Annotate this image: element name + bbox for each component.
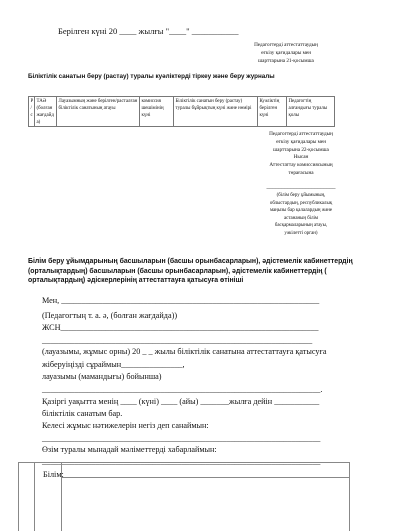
form-line-about-label: Өзім туралы мынадай мәліметтерді хабарлаймын:: [42, 445, 217, 454]
annex-2-line: шарттарына 22-қосымша: [273, 146, 329, 153]
education-table: [18, 462, 350, 531]
annex-2-line: Аттестаттау комиссиясының: [269, 162, 333, 169]
column-header: Біліктілік санатын беру (растау) туралы бұйрықтың күні және нөмірі: [174, 97, 258, 127]
table-divider: [61, 477, 349, 478]
column-header: Педагогтің алғандығы туралы қолы: [287, 97, 335, 127]
form-line-current-category: Қазіргі уақытта менің ____ (күні) ____ (айы) _______жылға дейін ___________: [42, 397, 320, 406]
education-label: Білім:: [43, 470, 64, 479]
form-line-blank: __________________________________________________________________: [42, 336, 313, 345]
annex-2-line: Педагогтерді аттестаттаудың: [269, 131, 333, 137]
heading-line: Білім беру ұйымдарының басшыларын (басшы орынбасарларын), әдістемелік кабинеттердің: [28, 258, 353, 265]
form-line-category-held: біліктілік санатым бар.: [42, 409, 123, 418]
annex-1-line: Педагогтерді аттестаттаудың: [254, 42, 318, 48]
issue-date-line: Берілген күні 20 ____ жылғы "____" ___________: [58, 26, 239, 36]
signature-note-line: басқармаларының атауы,: [274, 223, 328, 229]
signature-line: _______________________: [266, 184, 336, 190]
annex-2-note: [248, 131, 354, 178]
annex-2-line: Нысан: [293, 154, 309, 161]
signature-note-line: облыстардың, республикалық: [269, 200, 333, 206]
signature-note: [248, 192, 354, 238]
journal-title: Біліктілік санатын беру (растау) туралы куәліктерді тіркеу және беру журналы: [28, 73, 275, 80]
form-line-name: Мен, _______________________________________________________________: [42, 296, 320, 305]
annex-2-line: төрағасына: [288, 169, 314, 176]
application-heading: [28, 257, 388, 286]
form-line-results-label: Келесі жұмыс нәтижелерін негіз деп санаймын:: [42, 421, 209, 430]
heading-line: орталықтардың) әдіскерлерінің аттестаттауға қатысуға өтініші: [28, 277, 244, 285]
form-line-name-hint: (Педагогтың т. а. ә, (болған жағдайда)): [42, 311, 178, 320]
annex-1-note: [226, 42, 346, 65]
signature-note-line: (білім беру ұйымының,: [276, 193, 326, 198]
signature-note-line: маңызы бар қалалардың және: [269, 208, 333, 214]
column-header: Куәліктің берілген күні: [258, 97, 287, 127]
heading-line: (орталықтардың) басшыларын (басшы орынбасарларын), әдістемелік кабинеттердің (: [28, 267, 327, 275]
annex-1-line: шарттарына 21-қосымша: [258, 57, 314, 64]
column-header: ТАӘ (болған жағдайда): [35, 97, 57, 127]
form-line-blank: ____________________________________________________________________.: [42, 385, 323, 394]
signature-note-line: уәкілетті орган): [284, 230, 318, 236]
register-table: [28, 96, 335, 127]
form-line-specialty: лауазымы (мамандығы) бойынша): [42, 372, 162, 381]
table-divider: [34, 463, 35, 531]
form-line-request: жіберуіңізді сұраймын_______________,: [42, 360, 185, 369]
column-header: Лауазымның және берілген/расталған біліктілік санатының атауы: [57, 97, 140, 127]
form-line-iin: ЖСН_______________________________________________________________: [42, 323, 319, 332]
signature-note-line: астананың білім: [284, 215, 318, 221]
annex-2-line: өткізу қағидалары мен: [276, 138, 326, 145]
form-line-position: (лауазымы, жұмыс орны) 20 _ _ жылы біліктілік санатына аттестаттауға қатысуға: [42, 347, 327, 356]
table-header-row: [29, 97, 335, 127]
form-line-blank: ____________________________________________________________________: [42, 434, 321, 443]
form-line-blank: ____________________________________________________________________: [42, 457, 321, 466]
annex-1-line: өткізу қағидалары мен: [261, 49, 311, 56]
column-header: комиссия шешімінің күні: [140, 97, 174, 127]
column-header: Р/с: [29, 97, 35, 127]
